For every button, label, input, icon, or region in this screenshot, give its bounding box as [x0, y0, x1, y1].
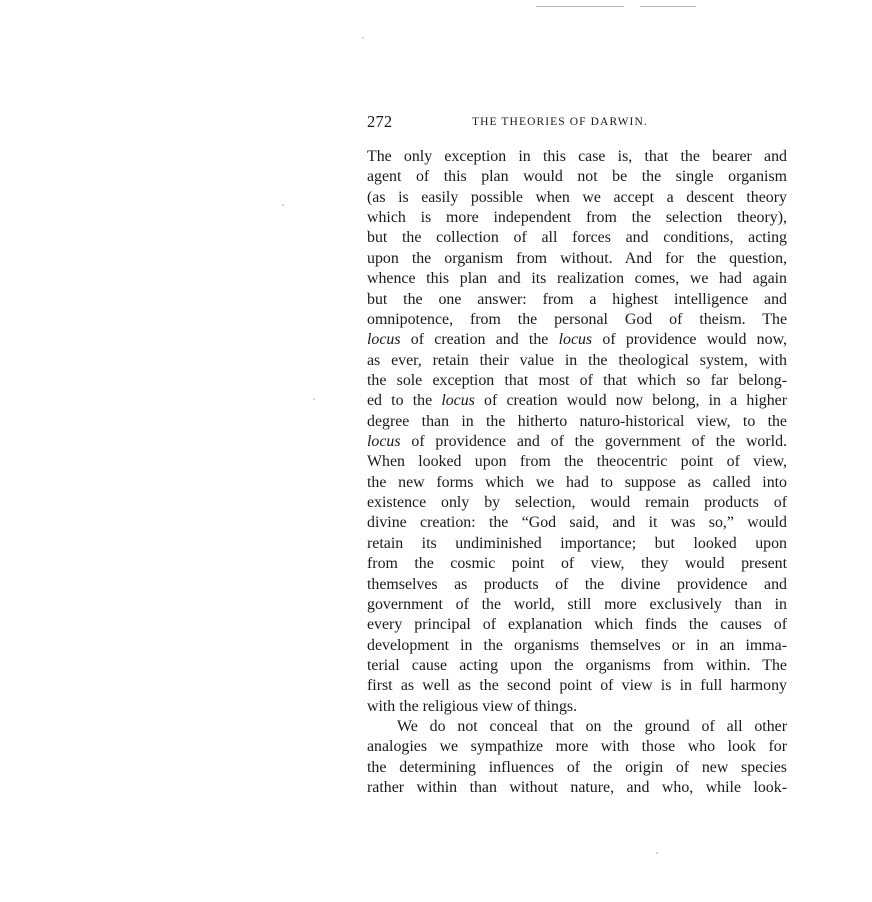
- text-segment: of providence would now,: [592, 331, 787, 349]
- text-line: [367, 269, 787, 289]
- text-line: [367, 330, 787, 350]
- body-text: [367, 147, 787, 799]
- text-line: [367, 615, 787, 635]
- text-segment: which is more independent from the selection theory),: [367, 209, 787, 227]
- text-line: [367, 554, 787, 574]
- text-line: [367, 147, 787, 167]
- scan-speck: [656, 852, 658, 854]
- text-line: [367, 534, 787, 554]
- page-number: 272: [367, 112, 393, 131]
- text-segment: every principal of explanation which finds the causes of: [367, 616, 787, 634]
- italic-term: locus: [367, 433, 401, 451]
- text-line: [367, 493, 787, 513]
- scan-artifact-line: [640, 6, 696, 7]
- text-segment: rather within than without nature, and who, while look-: [367, 779, 787, 797]
- text-line: [367, 188, 787, 208]
- text-line: [367, 513, 787, 533]
- scan-speck: [313, 398, 315, 400]
- text-line: [367, 351, 787, 371]
- text-segment: degree than in the hitherto naturo-historical view, to the: [367, 412, 787, 430]
- text-line: [367, 656, 787, 676]
- text-segment: but the collection of all forces and conditions, acting: [367, 229, 787, 247]
- text-line: [367, 208, 787, 228]
- text-line: [367, 595, 787, 615]
- scan-speck: [362, 37, 364, 39]
- text-line: [367, 249, 787, 269]
- text-line: [367, 391, 787, 411]
- italic-term: locus: [367, 331, 401, 349]
- text-segment: ed to the: [367, 392, 442, 410]
- text-segment: upon the organism from without. And for the question,: [367, 249, 787, 267]
- text-line: [367, 290, 787, 310]
- text-segment: When looked upon from the theocentric point of view,: [367, 453, 787, 471]
- text-segment: (as is easily possible when we accept a descent theory: [367, 188, 787, 206]
- text-line: [367, 473, 787, 493]
- text-segment: government of the world, still more exclusively than in: [367, 595, 787, 613]
- text-segment: divine creation: the “God said, and it was so,” would: [367, 514, 787, 532]
- text-segment: omnipotence, from the personal God of theism. The: [367, 310, 787, 328]
- text-line: [367, 432, 787, 452]
- text-line: [367, 636, 787, 656]
- text-segment: from the cosmic point of view, they would present: [367, 555, 787, 573]
- text-segment: as ever, retain their value in the theological system, with: [367, 351, 787, 369]
- text-segment: of providence and of the government of the world.: [400, 433, 787, 451]
- text-line: [367, 167, 787, 187]
- text-line: [367, 737, 787, 757]
- text-line: [367, 676, 787, 696]
- text-line: [367, 310, 787, 330]
- text-segment: of creation would now belong, in a higher: [474, 392, 787, 410]
- text-line: [367, 412, 787, 432]
- text-segment: with the religious view of things.: [367, 697, 578, 715]
- text-line: [367, 575, 787, 595]
- text-segment: development in the organisms themselves or in an imma-: [367, 636, 787, 654]
- text-segment: but the one answer: from a highest intelligence and: [367, 290, 787, 308]
- text-segment: themselves as products of the divine providence and: [367, 575, 787, 593]
- text-segment: retain its undiminished importance; but looked upon: [367, 534, 787, 552]
- scan-artifact-line: [536, 6, 624, 7]
- text-segment: analogies we sympathize more with those who look for: [367, 738, 787, 756]
- text-segment: We do not conceal that on the ground of all other: [397, 718, 787, 736]
- text-line: [367, 758, 787, 778]
- page-header: [367, 112, 787, 134]
- text-segment: The only exception in this case is, that the bearer and: [367, 148, 787, 165]
- italic-term: locus: [441, 392, 475, 410]
- text-segment: the sole exception that most of that which so far belong-: [367, 371, 787, 389]
- text-line: [367, 371, 787, 391]
- italic-term: locus: [558, 331, 593, 349]
- text-segment: the new forms which we had to suppose as called into: [367, 473, 787, 491]
- text-line: [367, 717, 787, 737]
- text-segment: whence this plan and its realization comes, we had again: [367, 270, 787, 288]
- text-segment: terial cause acting upon the organisms from within. The: [367, 656, 787, 674]
- scan-speck: [282, 204, 284, 206]
- text-segment: agent of this plan would not be the single organism: [367, 168, 787, 186]
- text-line: [367, 228, 787, 248]
- text-segment: first as well as the second point of view is in full harmony: [367, 677, 787, 695]
- running-head: THE THEORIES OF DARWIN.: [472, 116, 648, 128]
- text-segment: existence only by selection, would remain products of: [367, 494, 787, 512]
- text-segment: of creation and the: [400, 331, 559, 349]
- text-segment: the determining influences of the origin of new species: [367, 758, 787, 776]
- text-line: [367, 697, 787, 717]
- text-line: [367, 452, 787, 472]
- text-line: [367, 778, 787, 798]
